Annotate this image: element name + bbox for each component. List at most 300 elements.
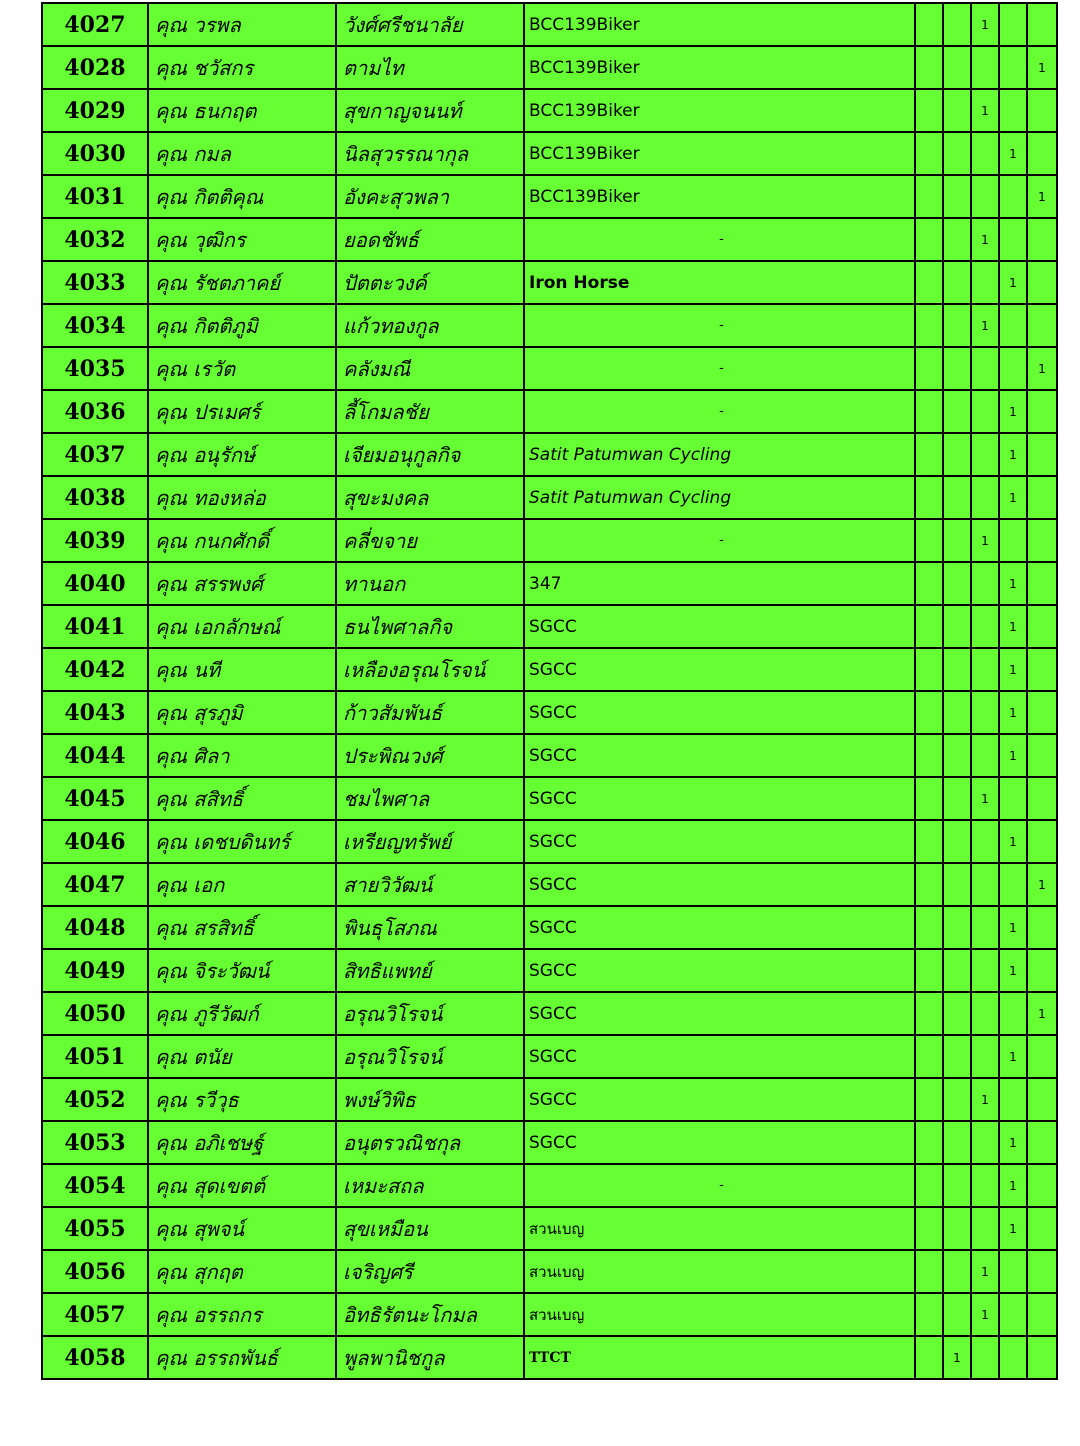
first-name (148, 1121, 336, 1164)
honorific: คุณ (155, 141, 187, 166)
bib-number: 4053 (42, 1121, 148, 1164)
category-cell-5 (1027, 1207, 1057, 1250)
first-name (148, 1293, 336, 1336)
category-cell-5 (1027, 562, 1057, 605)
club-name: สวนเบญ (524, 1207, 915, 1250)
category-cell-5 (1027, 1121, 1057, 1164)
category-cell-1 (915, 992, 943, 1035)
category-cell-1 (915, 89, 943, 132)
category-cell-1 (915, 906, 943, 949)
honorific: คุณ (155, 571, 187, 596)
category-cell-3 (971, 1035, 999, 1078)
category-cell-1 (915, 562, 943, 605)
bib-number: 4056 (42, 1250, 148, 1293)
honorific: คุณ (155, 1345, 187, 1370)
category-cell-2 (943, 992, 971, 1035)
category-cell-1 (915, 1250, 943, 1293)
category-cell-4 (999, 1293, 1027, 1336)
bib-number: 4044 (42, 734, 148, 777)
first-name-text: สรรพงศ์ (193, 571, 263, 596)
bib-number: 4058 (42, 1336, 148, 1379)
last-name: อนุตรวณิชกุล (336, 1121, 524, 1164)
first-name-text: รัชตภาคย์ (193, 270, 281, 295)
first-name-text: อรรถกร (193, 1302, 262, 1327)
category-cell-2 (943, 175, 971, 218)
category-cell-5 (1027, 820, 1057, 863)
category-cell-5 (1027, 1164, 1057, 1207)
category-cell-2 (943, 1035, 971, 1078)
category-cell-4 (999, 218, 1027, 261)
category-cell-1 (915, 3, 943, 46)
category-cell-2 (943, 1164, 971, 1207)
category-cell-4: 1 (999, 691, 1027, 734)
category-cell-5 (1027, 89, 1057, 132)
bib-number: 4035 (42, 347, 148, 390)
category-cell-4 (999, 863, 1027, 906)
category-cell-5 (1027, 949, 1057, 992)
category-cell-1 (915, 347, 943, 390)
last-name: สุขเหมือน (336, 1207, 524, 1250)
category-cell-2 (943, 1207, 971, 1250)
last-name: อังคะสุวพลา (336, 175, 524, 218)
first-name-text: นที (193, 657, 221, 682)
club-name: SGCC (524, 648, 915, 691)
category-cell-3 (971, 820, 999, 863)
category-cell-5 (1027, 691, 1057, 734)
honorific: คุณ (155, 958, 187, 983)
bib-number: 4030 (42, 132, 148, 175)
category-cell-3 (971, 1207, 999, 1250)
category-cell-4: 1 (999, 820, 1027, 863)
category-cell-3 (971, 605, 999, 648)
table-row (42, 992, 1057, 1035)
category-cell-1 (915, 605, 943, 648)
first-name-text: กิตติคุณ (193, 184, 264, 209)
bib-number: 4036 (42, 390, 148, 433)
table-row (42, 1121, 1057, 1164)
first-name (148, 175, 336, 218)
category-cell-4: 1 (999, 906, 1027, 949)
category-cell-5: 1 (1027, 863, 1057, 906)
category-cell-2 (943, 648, 971, 691)
table-row (42, 648, 1057, 691)
category-cell-2 (943, 906, 971, 949)
first-name (148, 691, 336, 734)
first-name (148, 1078, 336, 1121)
honorific: คุณ (155, 528, 187, 553)
category-cell-2 (943, 89, 971, 132)
last-name: วังศ์ศรีชนาลัย (336, 3, 524, 46)
bib-number: 4031 (42, 175, 148, 218)
bib-number: 4042 (42, 648, 148, 691)
bib-number: 4032 (42, 218, 148, 261)
category-cell-1 (915, 433, 943, 476)
honorific: คุณ (155, 55, 187, 80)
bib-number: 4028 (42, 46, 148, 89)
first-name-text: สุพจน์ (193, 1216, 245, 1241)
first-name (148, 648, 336, 691)
first-name (148, 605, 336, 648)
table-row (42, 906, 1057, 949)
club-name: TTCT (524, 1336, 915, 1379)
category-cell-2 (943, 1293, 971, 1336)
category-cell-4: 1 (999, 433, 1027, 476)
category-cell-4 (999, 175, 1027, 218)
last-name: พินธุโสภณ (336, 906, 524, 949)
category-cell-3 (971, 46, 999, 89)
category-cell-3: 1 (971, 1293, 999, 1336)
category-cell-3 (971, 906, 999, 949)
first-name (148, 949, 336, 992)
first-name (148, 519, 336, 562)
category-cell-5 (1027, 906, 1057, 949)
category-cell-4: 1 (999, 734, 1027, 777)
first-name (148, 562, 336, 605)
category-cell-1 (915, 1164, 943, 1207)
first-name-text: กิตติภูมิ (193, 313, 258, 338)
last-name: เหมะสถล (336, 1164, 524, 1207)
honorific: คุณ (155, 270, 187, 295)
honorific: คุณ (155, 1259, 187, 1284)
category-cell-3 (971, 1121, 999, 1164)
last-name: คลังมณี (336, 347, 524, 390)
category-cell-2 (943, 1250, 971, 1293)
last-name: สายวิวัฒน์ (336, 863, 524, 906)
category-cell-3 (971, 648, 999, 691)
bib-number: 4047 (42, 863, 148, 906)
last-name: ตามไท (336, 46, 524, 89)
category-cell-1 (915, 820, 943, 863)
category-cell-3 (971, 261, 999, 304)
last-name: ธนไพศาลกิจ (336, 605, 524, 648)
category-cell-3 (971, 734, 999, 777)
category-cell-1 (915, 1078, 943, 1121)
first-name-text: อนุรักษ์ (193, 442, 256, 467)
category-cell-4 (999, 3, 1027, 46)
honorific: คุณ (155, 743, 187, 768)
honorific: คุณ (155, 1044, 187, 1069)
category-cell-2 (943, 1121, 971, 1164)
table-row (42, 820, 1057, 863)
category-cell-3: 1 (971, 777, 999, 820)
category-cell-2 (943, 777, 971, 820)
category-cell-4: 1 (999, 1035, 1027, 1078)
last-name: เหรียญทรัพย์ (336, 820, 524, 863)
first-name (148, 734, 336, 777)
category-cell-5 (1027, 734, 1057, 777)
first-name (148, 46, 336, 89)
category-cell-5 (1027, 261, 1057, 304)
club-name: Satit Patumwan Cycling (524, 476, 915, 519)
club-name: SGCC (524, 605, 915, 648)
category-cell-4 (999, 519, 1027, 562)
category-cell-2 (943, 734, 971, 777)
category-cell-5 (1027, 3, 1057, 46)
honorific: คุณ (155, 485, 187, 510)
category-cell-3 (971, 390, 999, 433)
category-cell-3 (971, 949, 999, 992)
honorific: คุณ (155, 872, 187, 897)
first-name (148, 777, 336, 820)
category-cell-4 (999, 1250, 1027, 1293)
last-name: นิลสุวรรณากุล (336, 132, 524, 175)
bib-number: 4029 (42, 89, 148, 132)
club-name: SGCC (524, 691, 915, 734)
last-name: ลี้โกมลชัย (336, 390, 524, 433)
first-name-text: สุกฤต (193, 1259, 243, 1284)
category-cell-4: 1 (999, 949, 1027, 992)
table-row (42, 175, 1057, 218)
bib-number: 4046 (42, 820, 148, 863)
last-name: เจียมอนุกูลกิจ (336, 433, 524, 476)
honorific: คุณ (155, 1001, 187, 1026)
bib-number: 4040 (42, 562, 148, 605)
category-cell-3 (971, 992, 999, 1035)
first-name-text: จิระวัฒน์ (193, 958, 270, 983)
first-name-text: สุรภูมิ (193, 700, 243, 725)
category-cell-4 (999, 89, 1027, 132)
honorific: คุณ (155, 1302, 187, 1327)
honorific: คุณ (155, 786, 187, 811)
first-name-text: ภูรีวัฒก์ (193, 1001, 259, 1026)
last-name: สุขกาญจนนท์ (336, 89, 524, 132)
club-name: - (524, 390, 915, 433)
table-row (42, 132, 1057, 175)
category-cell-3 (971, 476, 999, 519)
table-row (42, 605, 1057, 648)
first-name-text: ปรเมศร์ (193, 399, 261, 424)
last-name: เหลืองอรุณโรจน์ (336, 648, 524, 691)
first-name (148, 433, 336, 476)
bib-number: 4041 (42, 605, 148, 648)
category-cell-4: 1 (999, 562, 1027, 605)
club-name: - (524, 519, 915, 562)
category-cell-3 (971, 132, 999, 175)
bib-number: 4054 (42, 1164, 148, 1207)
first-name-text: ทองหล่อ (193, 485, 266, 510)
table-row (42, 949, 1057, 992)
bib-number: 4051 (42, 1035, 148, 1078)
category-cell-4: 1 (999, 261, 1027, 304)
category-cell-3: 1 (971, 3, 999, 46)
category-cell-3 (971, 863, 999, 906)
first-name-text: กนกศักดิ์ (193, 528, 269, 553)
table-row (42, 1078, 1057, 1121)
category-cell-5 (1027, 433, 1057, 476)
honorific: คุณ (155, 700, 187, 725)
table-row (42, 734, 1057, 777)
club-name: - (524, 347, 915, 390)
first-name (148, 476, 336, 519)
bib-number: 4055 (42, 1207, 148, 1250)
last-name: สิทธิแพทย์ (336, 949, 524, 992)
club-name: SGCC (524, 734, 915, 777)
category-cell-2: 1 (943, 1336, 971, 1379)
category-cell-5 (1027, 1250, 1057, 1293)
category-cell-1 (915, 390, 943, 433)
table-row (42, 562, 1057, 605)
category-cell-1 (915, 519, 943, 562)
last-name: เจริญศรี (336, 1250, 524, 1293)
honorific: คุณ (155, 12, 187, 37)
first-name-text: อภิเชษฐ์ (193, 1130, 264, 1155)
honorific: คุณ (155, 657, 187, 682)
bib-number: 4038 (42, 476, 148, 519)
category-cell-5 (1027, 1336, 1057, 1379)
category-cell-2 (943, 691, 971, 734)
first-name-text: ชวัสกร (193, 55, 254, 80)
first-name-text: สุดเขตต์ (193, 1173, 265, 1198)
category-cell-1 (915, 304, 943, 347)
category-cell-4 (999, 1078, 1027, 1121)
category-cell-4: 1 (999, 1207, 1027, 1250)
last-name: อรุณวิโรจน์ (336, 992, 524, 1035)
category-cell-1 (915, 691, 943, 734)
first-name-text: เอก (193, 872, 225, 897)
club-name: - (524, 1164, 915, 1207)
category-cell-1 (915, 1207, 943, 1250)
category-cell-2 (943, 605, 971, 648)
honorific: คุณ (155, 184, 187, 209)
category-cell-5 (1027, 519, 1057, 562)
first-name-text: วรพล (193, 12, 241, 37)
table-row (42, 433, 1057, 476)
category-cell-3 (971, 175, 999, 218)
category-cell-3: 1 (971, 519, 999, 562)
first-name-text: อรรถพันธ์ (193, 1345, 278, 1370)
first-name-text: ธนกฤต (193, 98, 257, 123)
bib-number: 4027 (42, 3, 148, 46)
honorific: คุณ (155, 442, 187, 467)
last-name: พูลพานิชกูล (336, 1336, 524, 1379)
first-name (148, 1164, 336, 1207)
first-name-text: สสิทธิ์ (193, 786, 244, 811)
honorific: คุณ (155, 1216, 187, 1241)
category-cell-1 (915, 863, 943, 906)
category-cell-1 (915, 132, 943, 175)
category-cell-4 (999, 304, 1027, 347)
category-cell-4 (999, 1336, 1027, 1379)
last-name: อรุณวิโรจน์ (336, 1035, 524, 1078)
category-cell-1 (915, 175, 943, 218)
category-cell-4 (999, 777, 1027, 820)
registration-rows (42, 3, 1057, 1379)
club-name: Iron Horse (524, 261, 915, 304)
club-name: SGCC (524, 1035, 915, 1078)
club-name: BCC139Biker (524, 3, 915, 46)
category-cell-1 (915, 777, 943, 820)
category-cell-4: 1 (999, 132, 1027, 175)
category-cell-5 (1027, 476, 1057, 519)
table-row (42, 519, 1057, 562)
first-name (148, 218, 336, 261)
category-cell-3: 1 (971, 304, 999, 347)
category-cell-2 (943, 261, 971, 304)
category-cell-4: 1 (999, 648, 1027, 691)
honorific: คุณ (155, 829, 187, 854)
category-cell-4: 1 (999, 476, 1027, 519)
last-name: ก้าวสัมพันธ์ (336, 691, 524, 734)
honorific: คุณ (155, 356, 187, 381)
first-name (148, 261, 336, 304)
club-name: - (524, 304, 915, 347)
category-cell-1 (915, 218, 943, 261)
table-row (42, 1336, 1057, 1379)
first-name-text: เดชบดินทร์ (193, 829, 290, 854)
club-name: SGCC (524, 863, 915, 906)
honorific: คุณ (155, 614, 187, 639)
first-name-text: วุฒิกร (193, 227, 246, 252)
category-cell-3 (971, 433, 999, 476)
category-cell-2 (943, 863, 971, 906)
category-cell-1 (915, 476, 943, 519)
category-cell-4: 1 (999, 605, 1027, 648)
category-cell-1 (915, 1035, 943, 1078)
category-cell-1 (915, 648, 943, 691)
category-cell-4: 1 (999, 1121, 1027, 1164)
first-name-text: เรวัต (193, 356, 236, 381)
category-cell-5: 1 (1027, 347, 1057, 390)
category-cell-2 (943, 433, 971, 476)
category-cell-2 (943, 519, 971, 562)
bib-number: 4039 (42, 519, 148, 562)
bib-number: 4037 (42, 433, 148, 476)
club-name: SGCC (524, 949, 915, 992)
club-name: SGCC (524, 906, 915, 949)
table-row (42, 1164, 1057, 1207)
honorific: คุณ (155, 1173, 187, 1198)
category-cell-2 (943, 820, 971, 863)
table-row (42, 1250, 1057, 1293)
first-name (148, 1250, 336, 1293)
registration-table (41, 2, 1058, 1380)
first-name (148, 89, 336, 132)
first-name (148, 820, 336, 863)
category-cell-2 (943, 132, 971, 175)
club-name: 347 (524, 562, 915, 605)
first-name (148, 347, 336, 390)
category-cell-4 (999, 46, 1027, 89)
last-name: ยอดชัพธ์ (336, 218, 524, 261)
category-cell-1 (915, 1121, 943, 1164)
last-name: สุขะมงคล (336, 476, 524, 519)
category-cell-5 (1027, 304, 1057, 347)
first-name (148, 906, 336, 949)
bib-number: 4052 (42, 1078, 148, 1121)
table-row (42, 476, 1057, 519)
first-name-text: ตนัย (193, 1044, 232, 1069)
table-row (42, 46, 1057, 89)
club-name: SGCC (524, 820, 915, 863)
category-cell-3 (971, 347, 999, 390)
category-cell-1 (915, 949, 943, 992)
category-cell-4 (999, 992, 1027, 1035)
bib-number: 4034 (42, 304, 148, 347)
club-name: Satit Patumwan Cycling (524, 433, 915, 476)
category-cell-2 (943, 304, 971, 347)
category-cell-5 (1027, 390, 1057, 433)
table-row (42, 89, 1057, 132)
category-cell-3 (971, 1164, 999, 1207)
table-row (42, 1207, 1057, 1250)
category-cell-5: 1 (1027, 992, 1057, 1035)
club-name: BCC139Biker (524, 89, 915, 132)
bib-number: 4049 (42, 949, 148, 992)
category-cell-3: 1 (971, 1250, 999, 1293)
table-row (42, 218, 1057, 261)
category-cell-3 (971, 691, 999, 734)
honorific: คุณ (155, 915, 187, 940)
